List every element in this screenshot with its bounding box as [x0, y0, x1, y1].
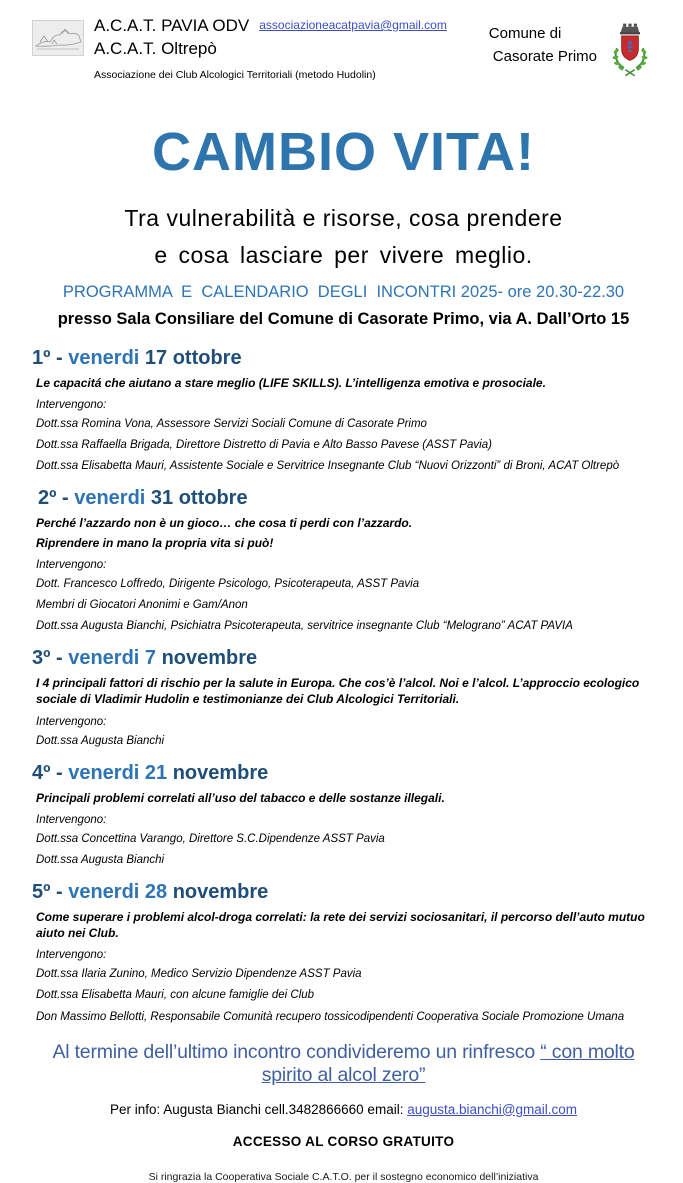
session-4: [32, 762, 655, 868]
intervengono-label: Intervengono:: [36, 399, 107, 412]
acat-club-sketch-logo-icon: [32, 20, 84, 81]
org-email-link[interactable]: associazioneacatpavia@gmail.com: [259, 18, 447, 32]
session-ordinal: 3º -: [32, 647, 69, 670]
rinfresco-quote: “ con molto spirito al alcol zero”: [261, 1040, 635, 1086]
intervengono-label: Intervengono:: [36, 558, 107, 571]
municipality-line2: Casorate Primo: [492, 48, 597, 66]
contact-info-text: Per info: Augusta Bianchi cell.3482866660 email:: [110, 1101, 408, 1117]
venue-line: presso Sala Consiliare del Comune di Casorate Primo, via A. Dall’Orto 15: [57, 310, 630, 328]
rinfresco-line: [32, 1041, 655, 1087]
free-access-line: ACCESSO AL CORSO GRATUITO: [232, 1133, 455, 1149]
casorate-primo-coat-of-arms-icon: [607, 22, 653, 87]
speaker-line: Dott. Francesco Loffredo, Dirigente Psicologo, Psicoterapeuta, ASST Pavia: [36, 577, 420, 590]
session-date: novembre: [172, 880, 269, 903]
speaker-line: Dott.ssa Augusta Bianchi, Psichiatra Psicoterapeuta, servitrice insegnante Club “Melograno” ACAT PAVIA: [36, 620, 573, 633]
intervengono-label: Intervengono:: [36, 813, 107, 826]
org-tagline: Associazione dei Club Alcologici Territoriali (metodo Hudolin): [94, 69, 376, 81]
sessions-list: [32, 347, 655, 1025]
header-left: [32, 16, 447, 81]
org-name-line2: A.C.A.T. Oltrepò: [94, 39, 217, 58]
contact-info-line: [32, 1102, 655, 1117]
session-day: venerdi 28: [68, 880, 173, 903]
session-topic: Principali problemi correlati all’uso del tabacco e delle sostanze illegali.: [36, 790, 445, 805]
session-topic: Perché l’azzardo non è un gioco… che cosa ti perdi con l’azzardo.: [36, 516, 413, 531]
municipality-name: [489, 22, 597, 87]
intervengono-label: Intervengono:: [36, 949, 107, 962]
rinfresco-text: Al termine dell’ultimo incontro condivideremo un rinfresco: [52, 1040, 541, 1063]
subtitle-line2: e cosa lasciare per vivere meglio.: [154, 242, 533, 268]
org-name: A.C.A.T. PAVIA ODV: [94, 16, 250, 35]
speaker-line: Dott.ssa Augusta Bianchi: [36, 853, 165, 866]
session-topic: Le capacitá che aiutano a stare meglio (LIFE SKILLS). L’intelligenza emotiva e prosociale.: [36, 376, 546, 390]
session-3: [32, 647, 655, 748]
session-5: [32, 881, 655, 1025]
org-name-line1: [94, 16, 447, 36]
session-ordinal: 1º -: [32, 347, 69, 369]
org-block: [94, 16, 447, 81]
speaker-line: Dott.ssa Raffaella Brigada, Direttore Distretto di Pavia e Alto Basso Pavese (ASST Pavia): [36, 439, 492, 452]
page-title: CAMBIO VITA!: [152, 122, 535, 182]
session-date: 17 ottobre: [144, 347, 242, 369]
session-day: venerdi 7: [68, 647, 162, 670]
speaker-line: Dott.ssa Elisabetta Mauri, con alcune famiglie dei Club: [36, 989, 315, 1002]
program-calendar-line: PROGRAMMA E CALENDARIO DEGLI INCONTRI 2025- ore 20.30-22.30: [62, 283, 625, 301]
session-date: 31 ottobre: [150, 487, 248, 510]
session-2: [32, 487, 655, 634]
speaker-line: Dott.ssa Elisabetta Mauri, Assistente Sociale e Servitrice Insegnante Club “Nuovi Orizzonti” di Broni, ACAT Oltrepò: [36, 460, 620, 473]
speaker-line: Dott.ssa Concettina Varango, Direttore S.C.Dipendenze ASST Pavia: [36, 832, 385, 845]
header-right: [489, 22, 653, 87]
intervengono-label: Intervengono:: [36, 715, 107, 728]
session-day: venerdi: [68, 347, 145, 369]
session-day: venerdi 21: [68, 761, 173, 784]
session-1: [32, 347, 655, 474]
session-topic: Come superare i problemi alcol-droga correlati: la rete dei servizi sociosanitari, il percorso dell’auto mutuo aiuto nei Club.: [36, 909, 645, 941]
session-ordinal: 2º -: [38, 487, 75, 510]
session-topic: I 4 principali fattori di rischio per la salute in Europa. Che cos’è l’alcol. Noi e l’alcol. L’approccio ecologico sociale di Vladimir Hudolin e testimonianze dei Club Alcologici Territoriali.: [36, 676, 640, 707]
session-date: novembre: [172, 761, 269, 784]
session-5-heading: [32, 881, 655, 904]
session-ordinal: 5º -: [32, 880, 69, 903]
session-day: venerdi: [74, 487, 151, 510]
speaker-line: Dott.ssa Ilaria Zunino, Medico Servizio Dipendenze ASST Pavia: [36, 968, 362, 981]
session-4-heading: [32, 762, 655, 785]
subtitle-line1: Tra vulnerabilità e risorse, cosa prendere: [124, 205, 563, 231]
session-3-heading: [32, 647, 655, 670]
speaker-line: Membri di Giocatori Anonimi e Gam/Anon: [36, 598, 248, 611]
sponsor-thanks-line: Si ringrazia la Cooperativa Sociale C.A.T.O. per il sostegno economico dell’iniziativa: [148, 1170, 539, 1183]
session-date: novembre: [161, 647, 258, 670]
session-2-heading: [38, 487, 655, 510]
speaker-line: Dott.ssa Romina Vona, Assessore Servizi Sociali Comune di Casorate Primo: [36, 418, 427, 431]
speaker-line: Dott.ssa Augusta Bianchi: [36, 734, 165, 747]
speaker-line: Don Massimo Bellotti, Responsabile Comunità recupero tossicodipendenti Cooperativa Sociale Promozione Umana: [36, 1010, 625, 1023]
contact-email-link[interactable]: augusta.bianchi@gmail.com: [407, 1101, 577, 1117]
session-1-heading: [32, 347, 655, 370]
municipality-line1: Comune di: [488, 25, 562, 42]
session-topic: Riprendere in mano la propria vita si può!: [36, 535, 274, 550]
session-ordinal: 4º -: [32, 761, 69, 784]
header: [32, 16, 655, 87]
